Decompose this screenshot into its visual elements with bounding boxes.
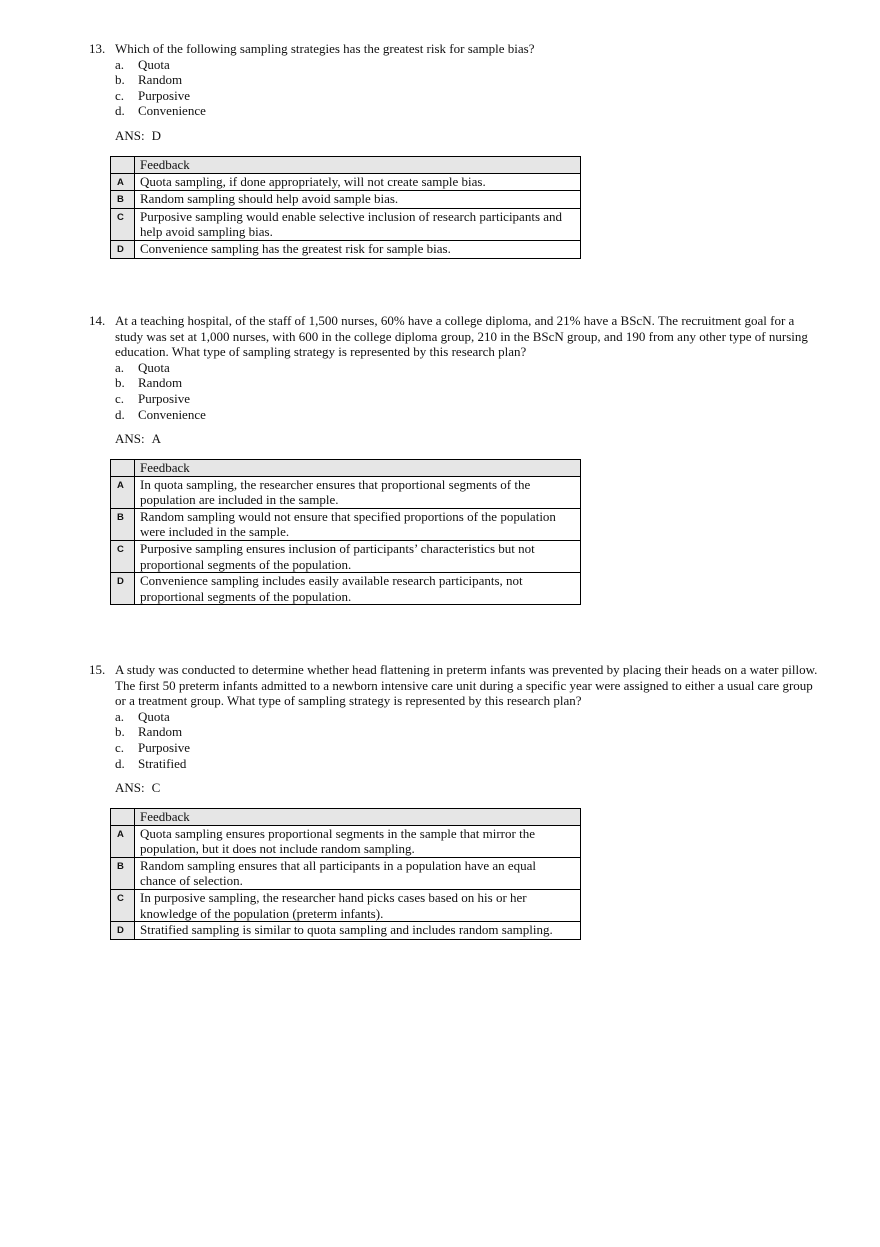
feedback-row (111, 508, 581, 540)
feedback-row (111, 240, 581, 258)
feedback-row (111, 825, 581, 857)
feedback-table-14 (110, 459, 581, 605)
feedback-key: C (111, 208, 135, 240)
feedback-header-row (111, 157, 581, 174)
question-text: A study was conducted to determine whether head flattening in preterm infants was prevented by placing their heads on a water pillow. The first 50 preterm infants admitted to a newborn intensive care unit during a specific year were assigned to either a usual care group or a treatment group. What type of sampling strategy is represented by this research plan? (115, 662, 818, 709)
feedback-key: B (111, 857, 135, 889)
option-a: a. Quota (115, 56, 170, 72)
option-d: d. Convenience (115, 103, 206, 119)
feedback-row (111, 889, 581, 921)
feedback-text: Quota sampling, if done appropriately, will not create sample bias. (135, 173, 581, 191)
feedback-key: A (111, 825, 135, 857)
feedback-row (111, 208, 581, 240)
feedback-header: Feedback (135, 809, 581, 826)
question-number: 13. (89, 41, 106, 56)
feedback-header: Feedback (135, 460, 581, 477)
feedback-text: Convenience sampling includes easily available research participants, not proportional segments of the population. (135, 573, 581, 605)
feedback-text: Random sampling would not ensure that specified proportions of the population were included in the sample. (135, 508, 581, 540)
question-text: Which of the following sampling strategies has the greatest risk for sample bias? (115, 41, 535, 56)
feedback-row (111, 573, 581, 605)
feedback-row (111, 476, 581, 508)
feedback-text: Purposive sampling would enable selective inclusion of research participants and help avoid sampling bias. (135, 208, 581, 240)
option-a: a. Quota (115, 359, 170, 375)
question-number: 14. (89, 313, 106, 328)
feedback-key: A (111, 173, 135, 191)
option-a: a. Quota (115, 708, 170, 724)
feedback-header-row (111, 809, 581, 826)
feedback-text: Random sampling should help avoid sample bias. (135, 191, 581, 209)
option-c: c. Purposive (115, 390, 190, 406)
feedback-key: A (111, 476, 135, 508)
option-c: c. Purposive (115, 87, 190, 103)
feedback-key: D (111, 573, 135, 605)
question-text: At a teaching hospital, of the staff of 1,500 nurses, 60% have a college diploma, and 21% have a BScN. The recruitment goal for a study was set at 1,000 nurses, with 600 in the college diploma group, 210 in the BScN group, and 190 from any other type of nursing education. What type of sampling strategy is represented by this research plan? (115, 313, 808, 360)
feedback-row (111, 173, 581, 191)
option-b: b. Random (115, 724, 183, 740)
option-d: d. Stratified (115, 755, 187, 771)
option-b: b. Random (115, 375, 183, 391)
question-13 (0, 41, 880, 144)
feedback-text: In purposive sampling, the researcher hand picks cases based on his or her knowledge of the population (preterm infants). (135, 889, 581, 921)
answer-value: D (151, 127, 162, 143)
question-14 (0, 313, 880, 447)
feedback-text: Quota sampling ensures proportional segments in the sample that mirror the population, but it does not include random sampling. (135, 825, 581, 857)
option-d: d. Convenience (115, 406, 206, 422)
feedback-key: D (111, 922, 135, 940)
feedback-row (111, 540, 581, 572)
feedback-table-15 (110, 808, 581, 940)
question-stem (89, 662, 820, 709)
feedback-key: B (111, 508, 135, 540)
feedback-row (111, 922, 581, 940)
feedback-row (111, 857, 581, 889)
answer-key: ANS: A (115, 431, 162, 447)
feedback-key: B (111, 191, 135, 209)
question-stem (89, 41, 820, 57)
feedback-header: Feedback (135, 157, 581, 174)
answer-options (115, 709, 880, 771)
answer-value: A (151, 431, 162, 447)
feedback-text: Random sampling ensures that all participants in a population have an equal chance of selection. (135, 857, 581, 889)
answer-key: ANS: D (115, 127, 162, 143)
feedback-text: Convenience sampling has the greatest risk for sample bias. (135, 240, 581, 258)
answer-options (115, 360, 880, 422)
feedback-table-13 (110, 156, 581, 259)
feedback-text: Purposive sampling ensures inclusion of participants’ characteristics but not proportional segments of the population. (135, 540, 581, 572)
question-number: 15. (89, 662, 106, 677)
feedback-text: In quota sampling, the researcher ensures that proportional segments of the population are included in the sample. (135, 476, 581, 508)
option-c: c. Purposive (115, 739, 190, 755)
feedback-key: C (111, 889, 135, 921)
answer-value: C (151, 780, 161, 796)
feedback-key: D (111, 240, 135, 258)
feedback-row (111, 191, 581, 209)
question-stem (89, 313, 820, 360)
feedback-header-row (111, 460, 581, 477)
question-15 (0, 662, 880, 796)
feedback-text: Stratified sampling is similar to quota sampling and includes random sampling. (135, 922, 581, 940)
answer-key: ANS: C (115, 780, 161, 796)
option-b: b. Random (115, 72, 183, 88)
feedback-key: C (111, 540, 135, 572)
answer-options (115, 57, 880, 119)
